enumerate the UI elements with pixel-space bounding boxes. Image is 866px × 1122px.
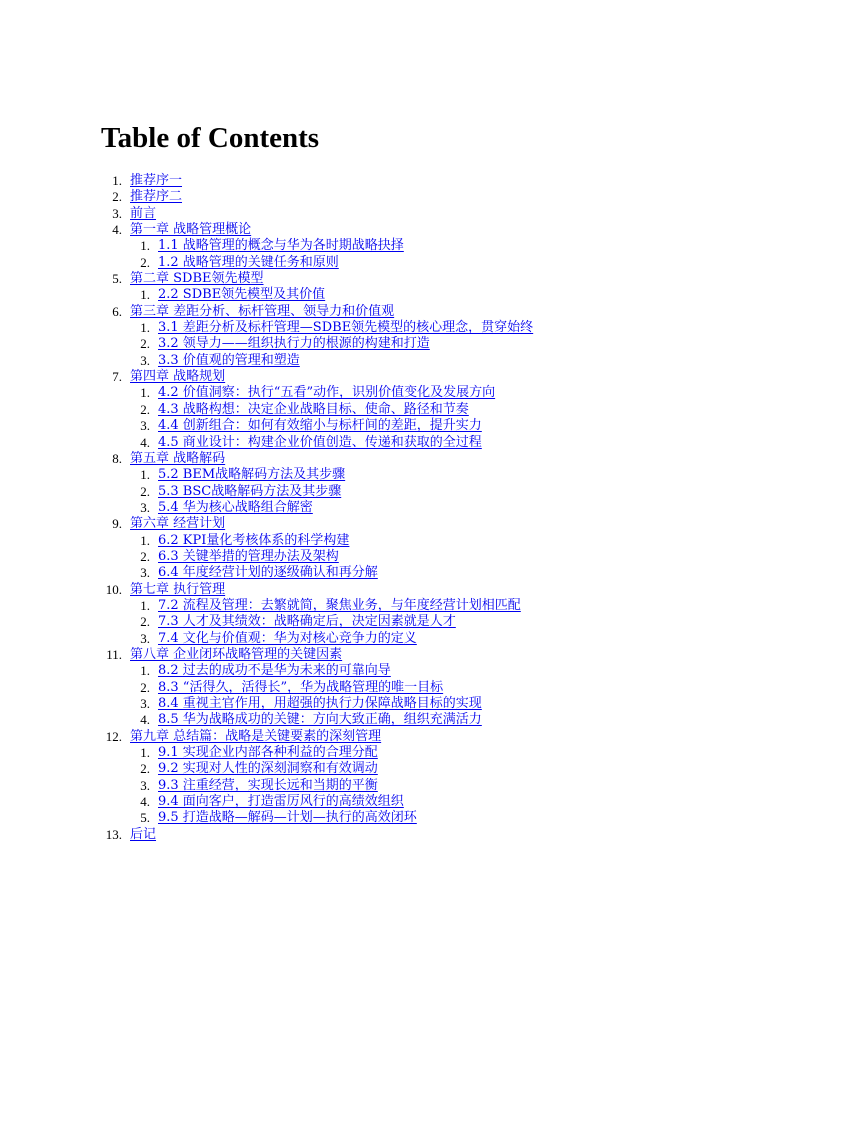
toc-section-item — [0, 680, 866, 696]
toc-section-link[interactable]: 1.1 战略管理的概念与华为各时期战略抉择 — [158, 238, 404, 254]
toc-section-number: 1. — [140, 287, 150, 303]
toc-chapter-link[interactable]: 第二章 SDBE领先模型 — [130, 271, 264, 287]
toc-section-item — [0, 500, 866, 516]
toc-row — [0, 582, 866, 598]
toc-section-item — [0, 467, 866, 483]
toc-section-item — [0, 761, 866, 777]
toc-section-list — [0, 663, 866, 728]
toc-section-number: 3. — [140, 418, 150, 434]
table-of-contents — [0, 173, 866, 843]
toc-row — [0, 435, 866, 451]
toc-chapter-number: 4. — [112, 222, 122, 238]
toc-section-number: 1. — [140, 238, 150, 254]
toc-chapter-item — [0, 173, 866, 189]
toc-section-link[interactable]: 6.3 关键举措的管理办法及架构 — [158, 548, 339, 564]
toc-row — [0, 712, 866, 728]
toc-section-list — [0, 598, 866, 647]
toc-chapter-link[interactable]: 第七章 执行管理 — [130, 581, 226, 597]
toc-row — [0, 549, 866, 565]
toc-section-item — [0, 712, 866, 728]
toc-row — [0, 761, 866, 777]
toc-section-item — [0, 402, 866, 418]
toc-row — [0, 222, 866, 238]
toc-section-link[interactable]: 4.2 价值洞察：执行“五看”动作，识别价值变化及发展方向 — [158, 385, 496, 401]
toc-section-list — [0, 533, 866, 582]
toc-row — [0, 271, 866, 287]
toc-section-item — [0, 353, 866, 369]
toc-row — [0, 467, 866, 483]
toc-section-number: 2. — [140, 548, 150, 564]
toc-section-number: 2. — [140, 336, 150, 352]
toc-section-link[interactable]: 6.2 KPI量化考核体系的科学构建 — [158, 532, 350, 548]
toc-chapter-link[interactable]: 第九章 总结篇：战略是关键要素的深刻管理 — [130, 728, 382, 744]
toc-section-item — [0, 336, 866, 352]
toc-chapter-link[interactable]: 推荐序二 — [130, 189, 183, 205]
toc-section-number: 2. — [140, 761, 150, 777]
toc-row — [0, 778, 866, 794]
toc-chapter-link[interactable]: 第五章 战略解码 — [130, 450, 226, 466]
toc-section-item — [0, 287, 866, 303]
toc-row — [0, 238, 866, 254]
toc-chapter-item — [0, 271, 866, 304]
toc-chapter-number: 5. — [112, 271, 122, 287]
toc-section-link[interactable]: 8.5 华为战略成功的关键：方向大致正确，组织充满活力 — [158, 712, 482, 728]
toc-chapter-item — [0, 451, 866, 516]
toc-row — [0, 696, 866, 712]
toc-section-number: 2. — [140, 614, 150, 630]
toc-section-number: 3. — [140, 630, 150, 646]
toc-section-link[interactable]: 2.2 SDBE领先模型及其价值 — [158, 287, 326, 303]
toc-section-number: 3. — [140, 565, 150, 581]
toc-chapter-item — [0, 516, 866, 581]
toc-section-link[interactable]: 4.3 战略构想：决定企业战略目标、使命、路径和节奏 — [158, 401, 469, 417]
toc-chapter-item — [0, 827, 866, 843]
toc-chapter-item — [0, 729, 866, 827]
toc-section-number: 3. — [140, 352, 150, 368]
toc-chapter-link[interactable]: 第八章 企业闭环战略管理的关键因素 — [130, 646, 343, 662]
toc-section-number: 2. — [140, 679, 150, 695]
toc-chapter-link[interactable]: 第四章 战略规划 — [130, 369, 226, 385]
toc-section-item — [0, 565, 866, 581]
toc-row — [0, 484, 866, 500]
toc-section-item — [0, 255, 866, 271]
toc-section-number: 1. — [140, 467, 150, 483]
toc-chapter-number: 1. — [112, 173, 122, 188]
toc-section-item — [0, 385, 866, 401]
toc-section-link[interactable]: 9.3 注重经营，实现长远和当期的平衡 — [158, 777, 378, 793]
toc-row — [0, 320, 866, 336]
toc-section-link[interactable]: 9.1 实现企业内部各种利益的合理分配 — [158, 745, 378, 761]
toc-section-item — [0, 484, 866, 500]
toc-section-item — [0, 745, 866, 761]
toc-section-number: 2. — [140, 401, 150, 417]
toc-section-number: 2. — [140, 483, 150, 499]
toc-chapter-number: 8. — [112, 450, 122, 466]
toc-chapter-item — [0, 582, 866, 647]
toc-row — [0, 451, 866, 467]
toc-chapter-link[interactable]: 第六章 经营计划 — [130, 516, 226, 532]
toc-section-link[interactable]: 8.4 重视主官作用，用超强的执行力保障战略目标的实现 — [158, 696, 482, 711]
toc-section-number: 4. — [140, 794, 150, 810]
toc-row — [0, 794, 866, 810]
toc-section-number: 1. — [140, 532, 150, 548]
toc-section-item — [0, 663, 866, 679]
toc-row — [0, 402, 866, 418]
toc-section-item — [0, 238, 866, 254]
toc-row — [0, 810, 866, 826]
toc-section-number: 1. — [140, 745, 150, 761]
toc-section-link[interactable]: 8.2 过去的成功不是华为未来的可靠向导 — [158, 663, 391, 679]
toc-chapter-item — [0, 189, 866, 205]
toc-section-number: 1. — [140, 320, 150, 336]
toc-section-link[interactable]: 5.3 BSC战略解码方法及其步骤 — [158, 483, 342, 499]
toc-chapter-item — [0, 647, 866, 729]
toc-section-number: 2. — [140, 254, 150, 270]
toc-row — [0, 500, 866, 516]
toc-row — [0, 385, 866, 401]
toc-section-item — [0, 794, 866, 810]
toc-section-list — [0, 320, 866, 369]
toc-list — [0, 173, 866, 843]
toc-chapter-number: 12. — [105, 728, 122, 744]
toc-section-link[interactable]: 9.5 打造战略—解码—计划—执行的高效闭环 — [158, 810, 417, 826]
toc-section-item — [0, 631, 866, 647]
toc-section-item — [0, 696, 866, 712]
toc-section-item — [0, 810, 866, 826]
toc-chapter-item — [0, 222, 866, 271]
toc-section-link[interactable]: 9.4 面向客户，打造雷厉风行的高绩效组织 — [158, 794, 404, 810]
toc-row — [0, 353, 866, 369]
toc-section-item — [0, 598, 866, 614]
toc-chapter-link[interactable]: 前言 — [130, 205, 157, 221]
toc-row — [0, 304, 866, 320]
toc-chapter-link[interactable]: 推荐序一 — [130, 173, 183, 188]
toc-section-link[interactable]: 7.2 流程及管理：去繁就简，聚焦业务，与年度经营计划相匹配 — [158, 597, 521, 613]
toc-section-link[interactable]: 5.4 华为核心战略组合解密 — [158, 499, 313, 515]
toc-chapter-item — [0, 206, 866, 222]
toc-section-item — [0, 418, 866, 434]
toc-section-link[interactable]: 8.3 “活得久，活得长”，华为战略管理的唯一目标 — [158, 679, 444, 695]
toc-row — [0, 631, 866, 647]
toc-section-link[interactable]: 3.1 差距分析及标杆管理—SDBE领先模型的核心理念，贯穿始终 — [158, 320, 534, 336]
toc-section-number: 4. — [140, 712, 150, 728]
toc-chapter-link[interactable]: 后记 — [130, 826, 157, 842]
toc-section-link[interactable]: 5.2 BEM战略解码方法及其步骤 — [158, 467, 346, 483]
toc-row — [0, 729, 866, 745]
toc-row — [0, 565, 866, 581]
toc-section-link[interactable]: 7.3 人才及其绩效：战略确定后，决定因素就是人才 — [158, 614, 456, 630]
toc-section-number: 3. — [140, 777, 150, 793]
toc-chapter-number: 11. — [106, 646, 122, 662]
toc-section-number: 5. — [140, 810, 150, 826]
toc-row — [0, 533, 866, 549]
toc-row — [0, 255, 866, 271]
page-title: Table of Contents — [101, 122, 320, 154]
toc-row — [0, 206, 866, 222]
toc-row — [0, 287, 866, 303]
toc-section-number: 3. — [140, 499, 150, 515]
toc-section-link[interactable]: 3.3 价值观的管理和塑造 — [158, 352, 300, 368]
toc-row — [0, 827, 866, 843]
toc-chapter-number: 6. — [112, 303, 122, 319]
toc-chapter-number: 10. — [105, 581, 122, 597]
toc-row — [0, 189, 866, 205]
toc-row — [0, 336, 866, 352]
toc-section-link[interactable]: 9.2 实现对人性的深刻洞察和有效调动 — [158, 761, 378, 777]
toc-section-item — [0, 435, 866, 451]
toc-chapter-item — [0, 369, 866, 451]
toc-row — [0, 173, 866, 189]
toc-row — [0, 614, 866, 630]
toc-row — [0, 598, 866, 614]
toc-chapter-number: 2. — [112, 189, 122, 205]
toc-chapter-link[interactable]: 第三章 差距分析、标杆管理、领导力和价值观 — [130, 303, 395, 319]
toc-section-link[interactable]: 4.5 商业设计：构建企业价值创造、传递和获取的全过程 — [158, 434, 482, 450]
toc-chapter-number: 13. — [105, 826, 122, 842]
toc-chapter-number: 7. — [112, 369, 122, 385]
toc-section-list — [0, 745, 866, 827]
toc-section-list — [0, 287, 866, 303]
toc-section-item — [0, 549, 866, 565]
toc-section-number: 4. — [140, 434, 150, 450]
toc-row — [0, 680, 866, 696]
toc-section-number: 1. — [140, 597, 150, 613]
toc-row — [0, 418, 866, 434]
toc-section-list — [0, 238, 866, 271]
toc-section-item — [0, 614, 866, 630]
toc-section-number: 1. — [140, 663, 150, 679]
toc-chapter-number: 9. — [112, 516, 122, 532]
toc-row — [0, 369, 866, 385]
toc-section-link[interactable]: 7.4 文化与价值观：华为对核心竞争力的定义 — [158, 630, 417, 646]
toc-row — [0, 647, 866, 663]
toc-chapter-link[interactable]: 第一章 战略管理概论 — [130, 222, 252, 238]
toc-chapter-number: 3. — [112, 205, 122, 221]
toc-row — [0, 516, 866, 532]
toc-chapter-item — [0, 304, 866, 369]
toc-section-link[interactable]: 3.2 领导力——组织执行力的根源的构建和打造 — [158, 336, 430, 352]
toc-section-item — [0, 533, 866, 549]
toc-section-link[interactable]: 4.4 创新组合：如何有效缩小与标杆间的差距，提升实力 — [158, 418, 482, 434]
toc-section-list — [0, 467, 866, 516]
toc-row — [0, 745, 866, 761]
toc-section-number: 1. — [140, 385, 150, 401]
toc-section-link[interactable]: 6.4 年度经营计划的逐级确认和再分解 — [158, 565, 378, 581]
toc-section-list — [0, 385, 866, 450]
toc-section-item — [0, 778, 866, 794]
toc-row — [0, 663, 866, 679]
toc-section-number: 3. — [140, 696, 150, 711]
toc-section-link[interactable]: 1.2 战略管理的关键任务和原则 — [158, 254, 339, 270]
toc-section-item — [0, 320, 866, 336]
